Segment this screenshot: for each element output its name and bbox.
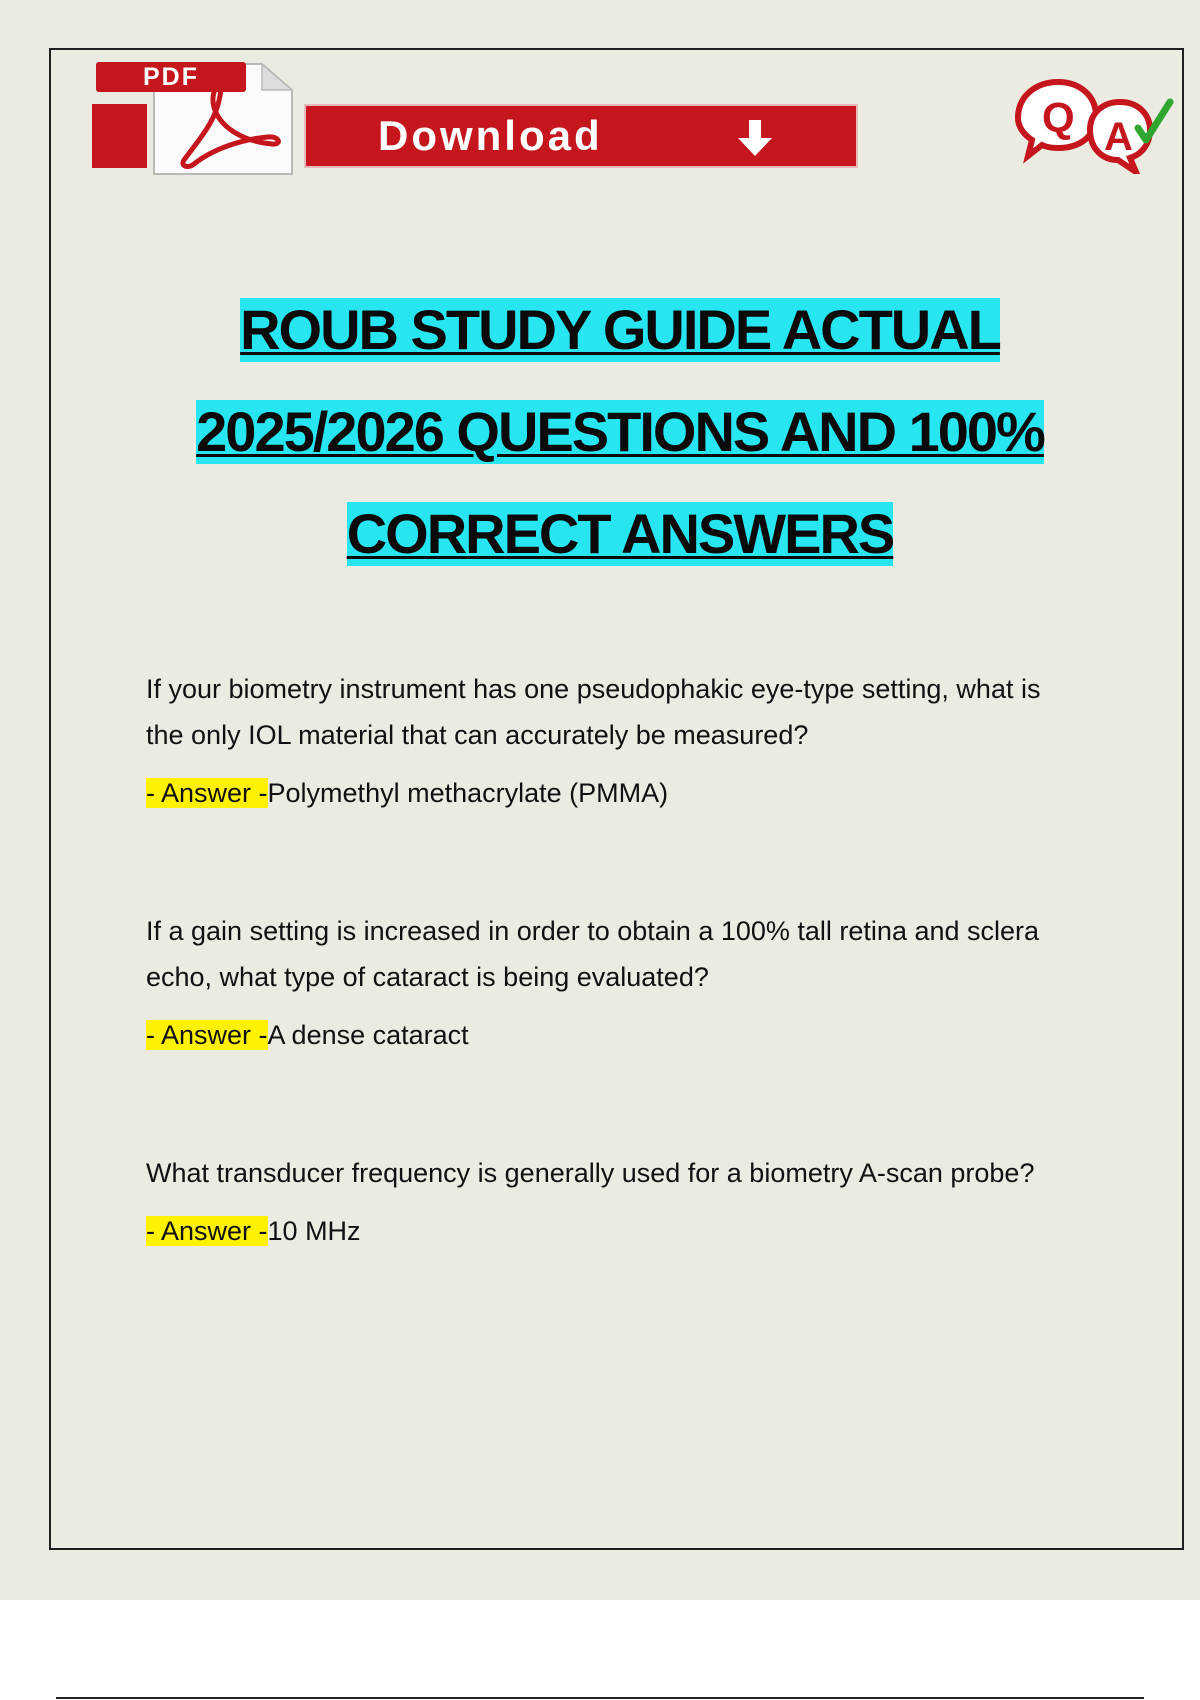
question-text: If your biometry instrument has one pseudophakic eye-type setting, what is the only IOL material that can accurately be measured? — [146, 674, 1041, 750]
footer-divider — [56, 1697, 1144, 1699]
qa-item-1 — [146, 666, 1076, 810]
qa-item-2 — [146, 908, 1076, 1052]
answer-text: 10 MHz — [267, 1216, 361, 1246]
title-line-3: CORRECT ANSWERS — [346, 502, 894, 565]
download-button[interactable] — [304, 104, 858, 168]
title-line-1: ROUB STUDY GUIDE ACTUAL — [240, 298, 1000, 361]
answer-text: Polymethyl methacrylate (PMMA) — [267, 778, 669, 808]
qa-logo-icon — [1006, 74, 1176, 174]
qa-logo-a: A — [1104, 115, 1133, 159]
title-line-2: 2025/2026 QUESTIONS AND 100% — [196, 400, 1044, 463]
pdf-download-banner[interactable] — [92, 60, 858, 178]
answer-line — [146, 1018, 1076, 1052]
answer-tag: - Answer - — [146, 1020, 268, 1050]
answer-text: A dense cataract — [267, 1020, 469, 1050]
answer-line — [146, 1214, 1076, 1248]
answer-line — [146, 776, 1076, 810]
banner-red-block — [92, 104, 147, 168]
pdf-tag: PDF — [96, 62, 246, 92]
qa-logo-q: Q — [1042, 94, 1075, 141]
qa-item-3 — [146, 1150, 1076, 1248]
download-arrow-icon — [738, 118, 772, 158]
page-title — [100, 298, 1140, 604]
answer-tag: - Answer - — [146, 778, 268, 808]
download-label: Download — [378, 112, 603, 159]
question-text: If a gain setting is increased in order to obtain a 100% tall retina and sclera echo, what type of cataract is being evaluated? — [146, 916, 1040, 992]
answer-tag: - Answer - — [146, 1216, 268, 1246]
question-text: What transducer frequency is generally used for a biometry A-scan probe? — [146, 1158, 1035, 1188]
